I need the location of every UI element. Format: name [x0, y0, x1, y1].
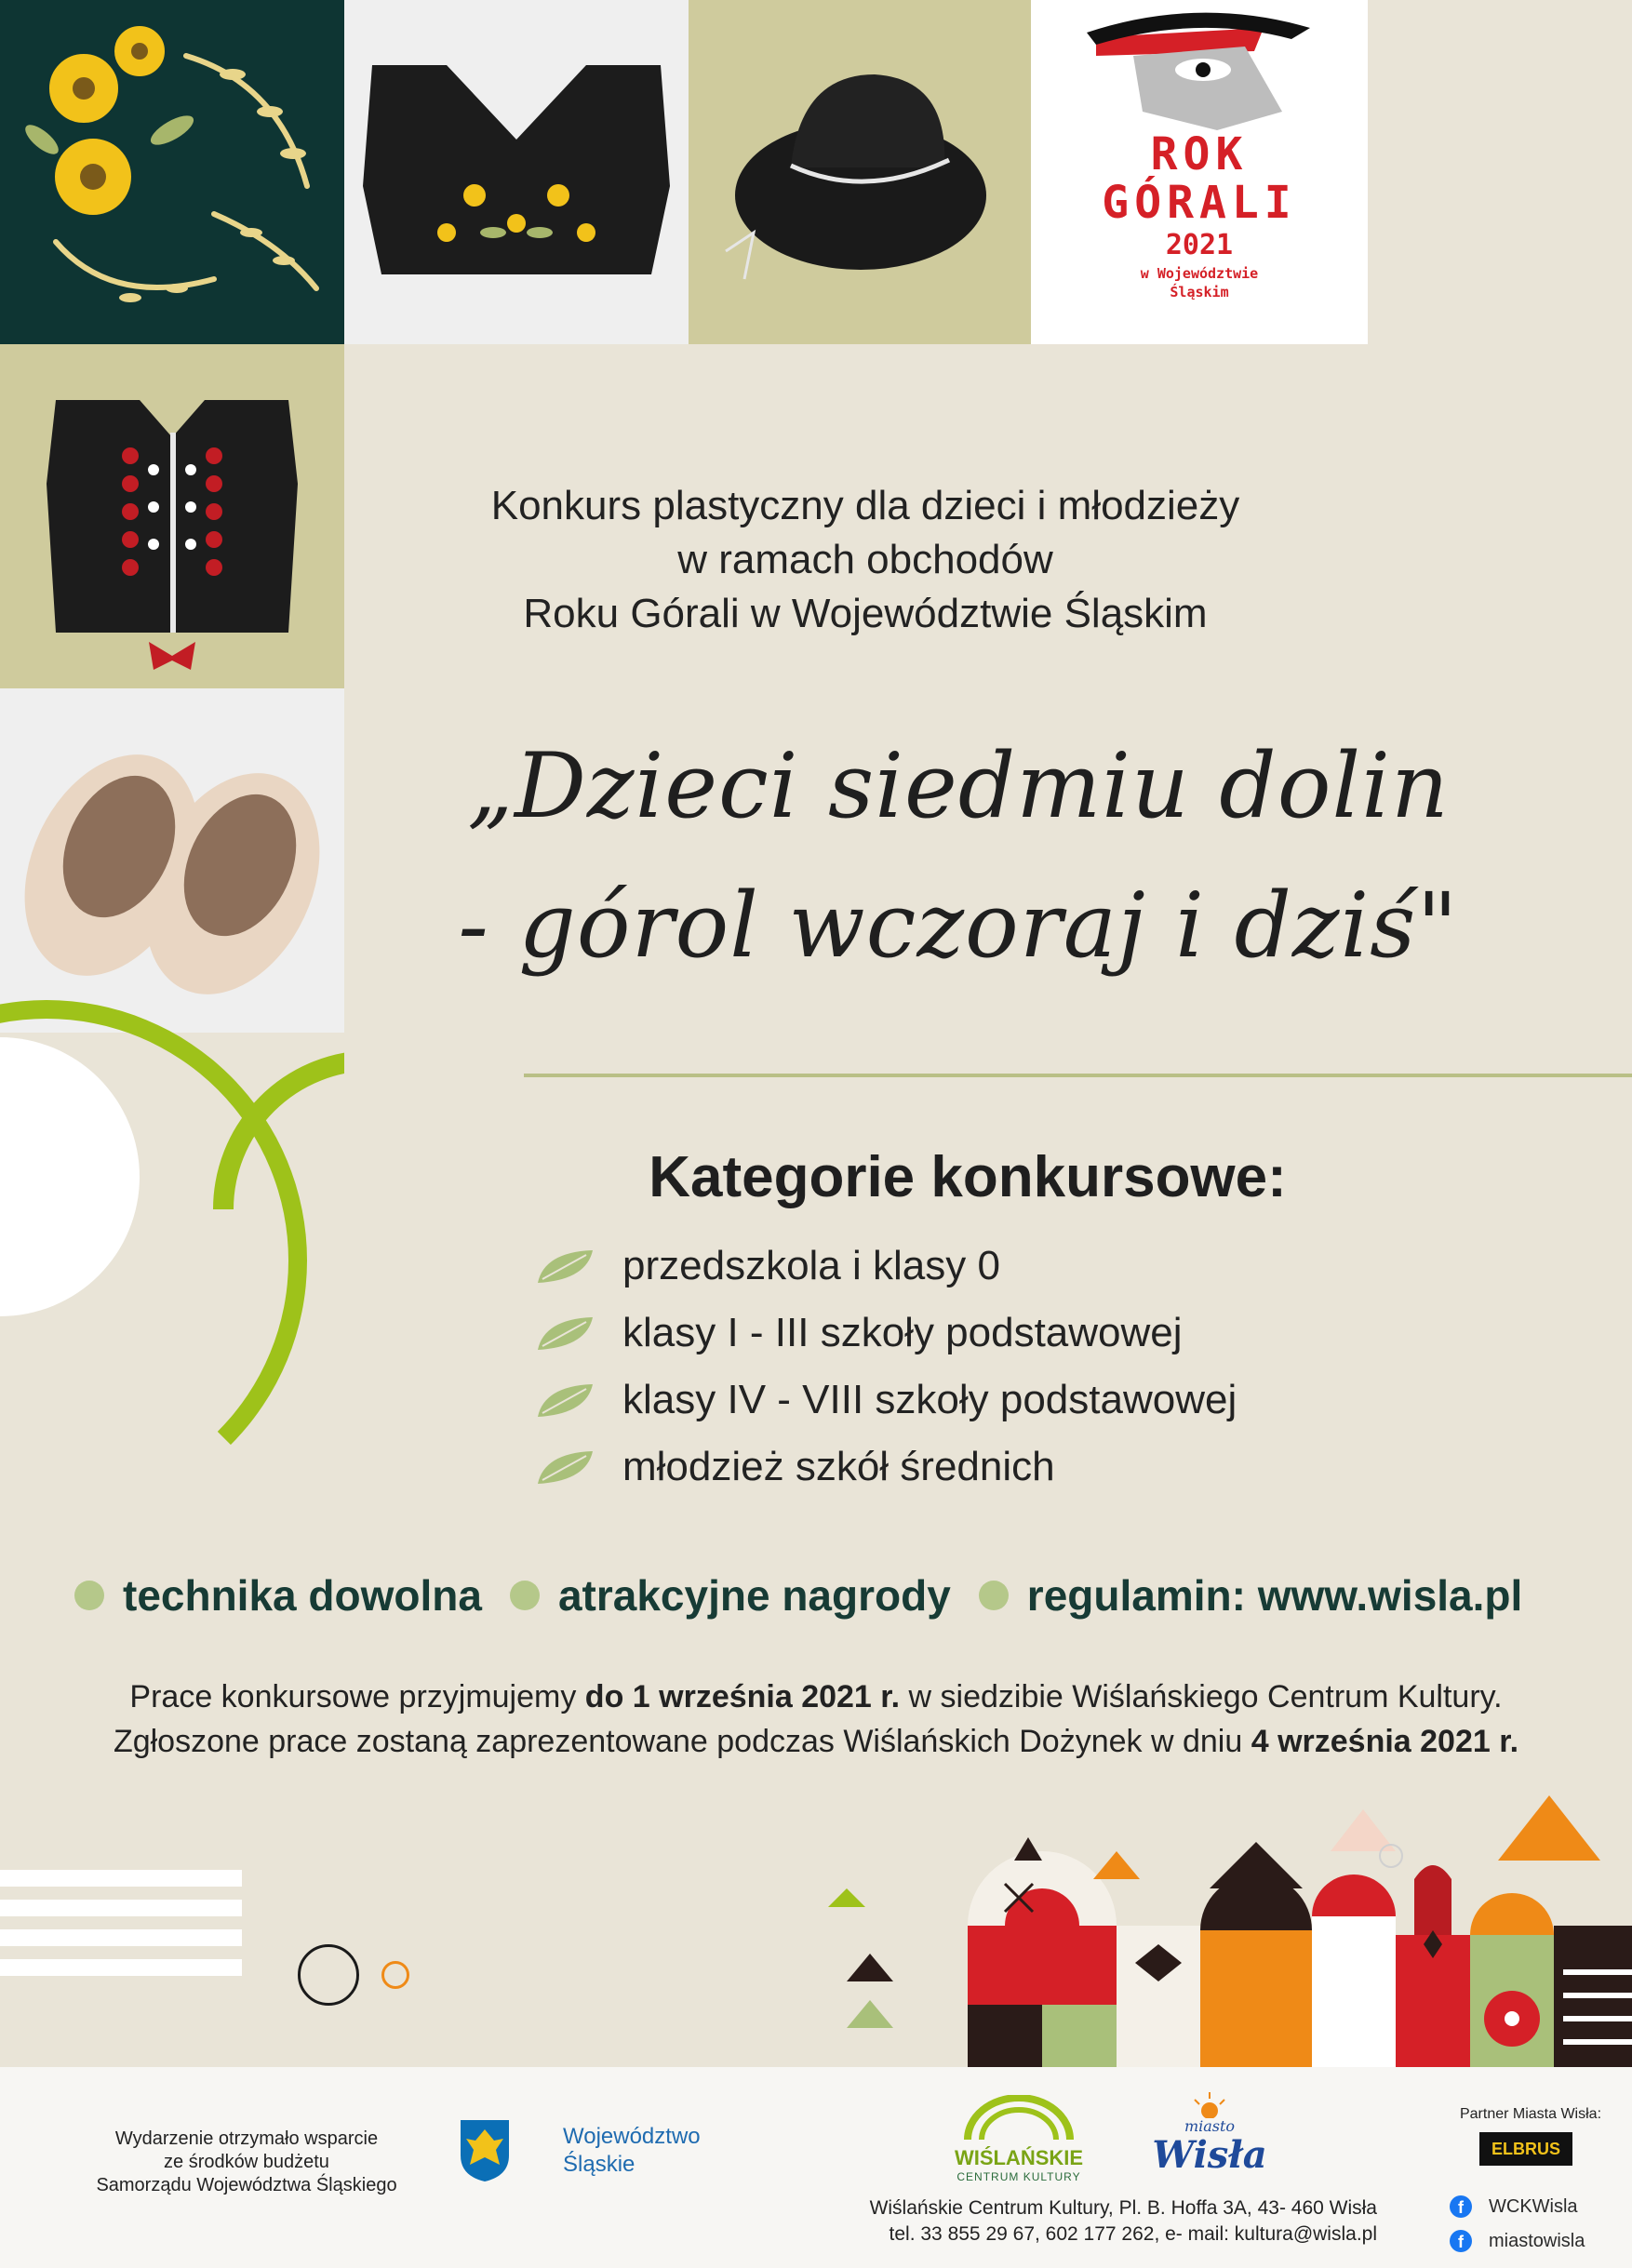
intro-line-2: w ramach obchodów	[677, 537, 1053, 582]
tile-shoes	[0, 688, 344, 1033]
intro-block	[447, 479, 1284, 641]
bullet-dot-icon	[74, 1581, 104, 1610]
sun-icon	[1182, 2090, 1237, 2118]
elbrus-logo: ELBRUS	[1479, 2132, 1572, 2166]
list-item	[535, 1233, 1237, 1300]
feature-item	[979, 1570, 1523, 1621]
bullet-dot-icon	[979, 1581, 1009, 1610]
intro-line-1: Konkurs plastyczny dla dzieci i młodzieży	[490, 483, 1240, 528]
facebook-icon: f	[1450, 2230, 1472, 2252]
facebook-link-miasto[interactable]	[1450, 2230, 1585, 2252]
logo-year: 2021	[1165, 229, 1234, 261]
facebook-handle: miastowisla	[1489, 2230, 1585, 2251]
bullet-dot-icon	[510, 1581, 540, 1610]
leaf-icon	[535, 1448, 596, 1486]
tile-floral	[0, 0, 344, 344]
hat-icon	[689, 0, 1031, 344]
tile-hat	[689, 0, 1031, 344]
logo-sub1: w Województwie	[1140, 265, 1259, 282]
facebook-handle: WCKWisla	[1489, 2195, 1578, 2217]
feature-item	[74, 1570, 482, 1621]
title-line-1: „Dzieci siedmiu dolin	[467, 734, 1450, 838]
category-label: klasy IV - VIII szkoły podstawowej	[622, 1377, 1237, 1422]
support-line: ze środków budżetu	[164, 2152, 329, 2172]
bodice-icon	[344, 0, 689, 344]
list-item	[535, 1367, 1237, 1434]
vest-icon	[0, 344, 344, 688]
feature-item	[510, 1570, 951, 1621]
feature-label: regulamin: www.wisla.pl	[1026, 1571, 1523, 1620]
categories-list	[535, 1233, 1237, 1501]
wck-logo-sub: CENTRUM KULTURY	[956, 2170, 1081, 2183]
submission-info	[37, 1674, 1595, 1764]
support-note	[93, 2128, 400, 2197]
leaf-icon	[535, 1381, 596, 1419]
info-text: w siedzibie Wiślańskiego Centrum Kultury.	[900, 1679, 1503, 1714]
tile-vest	[0, 344, 344, 688]
info-line-1	[37, 1674, 1595, 1719]
support-line: Samorządu Województwa Śląskiego	[96, 2175, 397, 2195]
wisla-logo	[1135, 2090, 1284, 2176]
leaf-icon	[535, 1247, 596, 1285]
features-row	[74, 1570, 1600, 1621]
info-text: Prace konkursowe przyjmujemy	[129, 1679, 585, 1714]
wck-logo	[949, 2095, 1089, 2183]
rainbow-arch-icon	[949, 2095, 1089, 2141]
facebook-link-wck[interactable]	[1450, 2195, 1578, 2218]
leaf-icon	[535, 1314, 596, 1352]
feature-label: atrakcyjne nagrody	[557, 1571, 951, 1620]
small-circle-icon	[381, 1961, 409, 1989]
category-label: młodzież szkół średnich	[622, 1444, 1055, 1489]
feature-label: technika dowolna	[123, 1571, 482, 1620]
title-divider	[524, 1074, 1632, 1077]
title-line-2: - górol wczoraj i dziś"	[458, 874, 1459, 978]
category-label: przedszkola i klasy 0	[622, 1243, 1000, 1288]
circle-outline-icon	[298, 1944, 359, 2006]
contact-line: tel. 33 855 29 67, 602 177 262, e- mail: kultura@wisla.pl	[889, 2223, 1377, 2245]
facebook-icon: f	[1450, 2195, 1472, 2218]
wisla-logo-small: miasto	[1184, 2117, 1236, 2135]
address-line: Wiślańskie Centrum Kultury, Pl. B. Hoffa 3A, 43- 460 Wisła	[869, 2197, 1377, 2219]
category-label: klasy I - III szkoły podstawowej	[622, 1310, 1183, 1355]
logo-gorali: GÓRALI	[1102, 177, 1297, 229]
list-item	[535, 1434, 1237, 1501]
region-line: Śląskie	[563, 2152, 635, 2177]
floral-ornament-icon	[0, 0, 344, 344]
tile-bodice	[344, 0, 689, 344]
wisla-logo-title: Wisła	[1152, 2133, 1267, 2177]
event-date: 4 września 2021 r.	[1251, 1724, 1519, 1759]
contest-title	[354, 716, 1563, 995]
address-block	[856, 2195, 1377, 2248]
geometric-village-decoration	[772, 1795, 1632, 2067]
support-line: Wydarzenie otrzymało wsparcie	[114, 2128, 379, 2149]
deadline-date: do 1 września 2021 r.	[584, 1679, 901, 1714]
shoes-icon	[0, 688, 344, 1033]
list-item	[535, 1300, 1237, 1367]
region-line: Województwo	[563, 2124, 701, 2149]
region-logo-text	[563, 2123, 701, 2179]
footer	[0, 2067, 1632, 2268]
logo-rok: ROK	[1150, 128, 1249, 180]
stripes-decoration	[0, 1870, 242, 1976]
silesia-coat-of-arms-icon	[459, 2118, 511, 2183]
intro-line-3: Roku Górali w Województwie Śląskim	[523, 591, 1208, 636]
logo-sub2: Śląskim	[1170, 284, 1229, 300]
partner-label: Partner Miasta Wisła:	[1459, 2106, 1602, 2122]
info-text: Zgłoszone prace zostaną zaprezentowane podczas Wiślańskich Dożynek w dniu	[113, 1724, 1251, 1759]
wck-logo-title: WIŚLAŃSKIE	[954, 2146, 1084, 2169]
categories-heading: Kategorie konkursowe:	[649, 1145, 1287, 1209]
tile-logo	[1031, 0, 1368, 344]
info-line-2	[37, 1719, 1595, 1764]
